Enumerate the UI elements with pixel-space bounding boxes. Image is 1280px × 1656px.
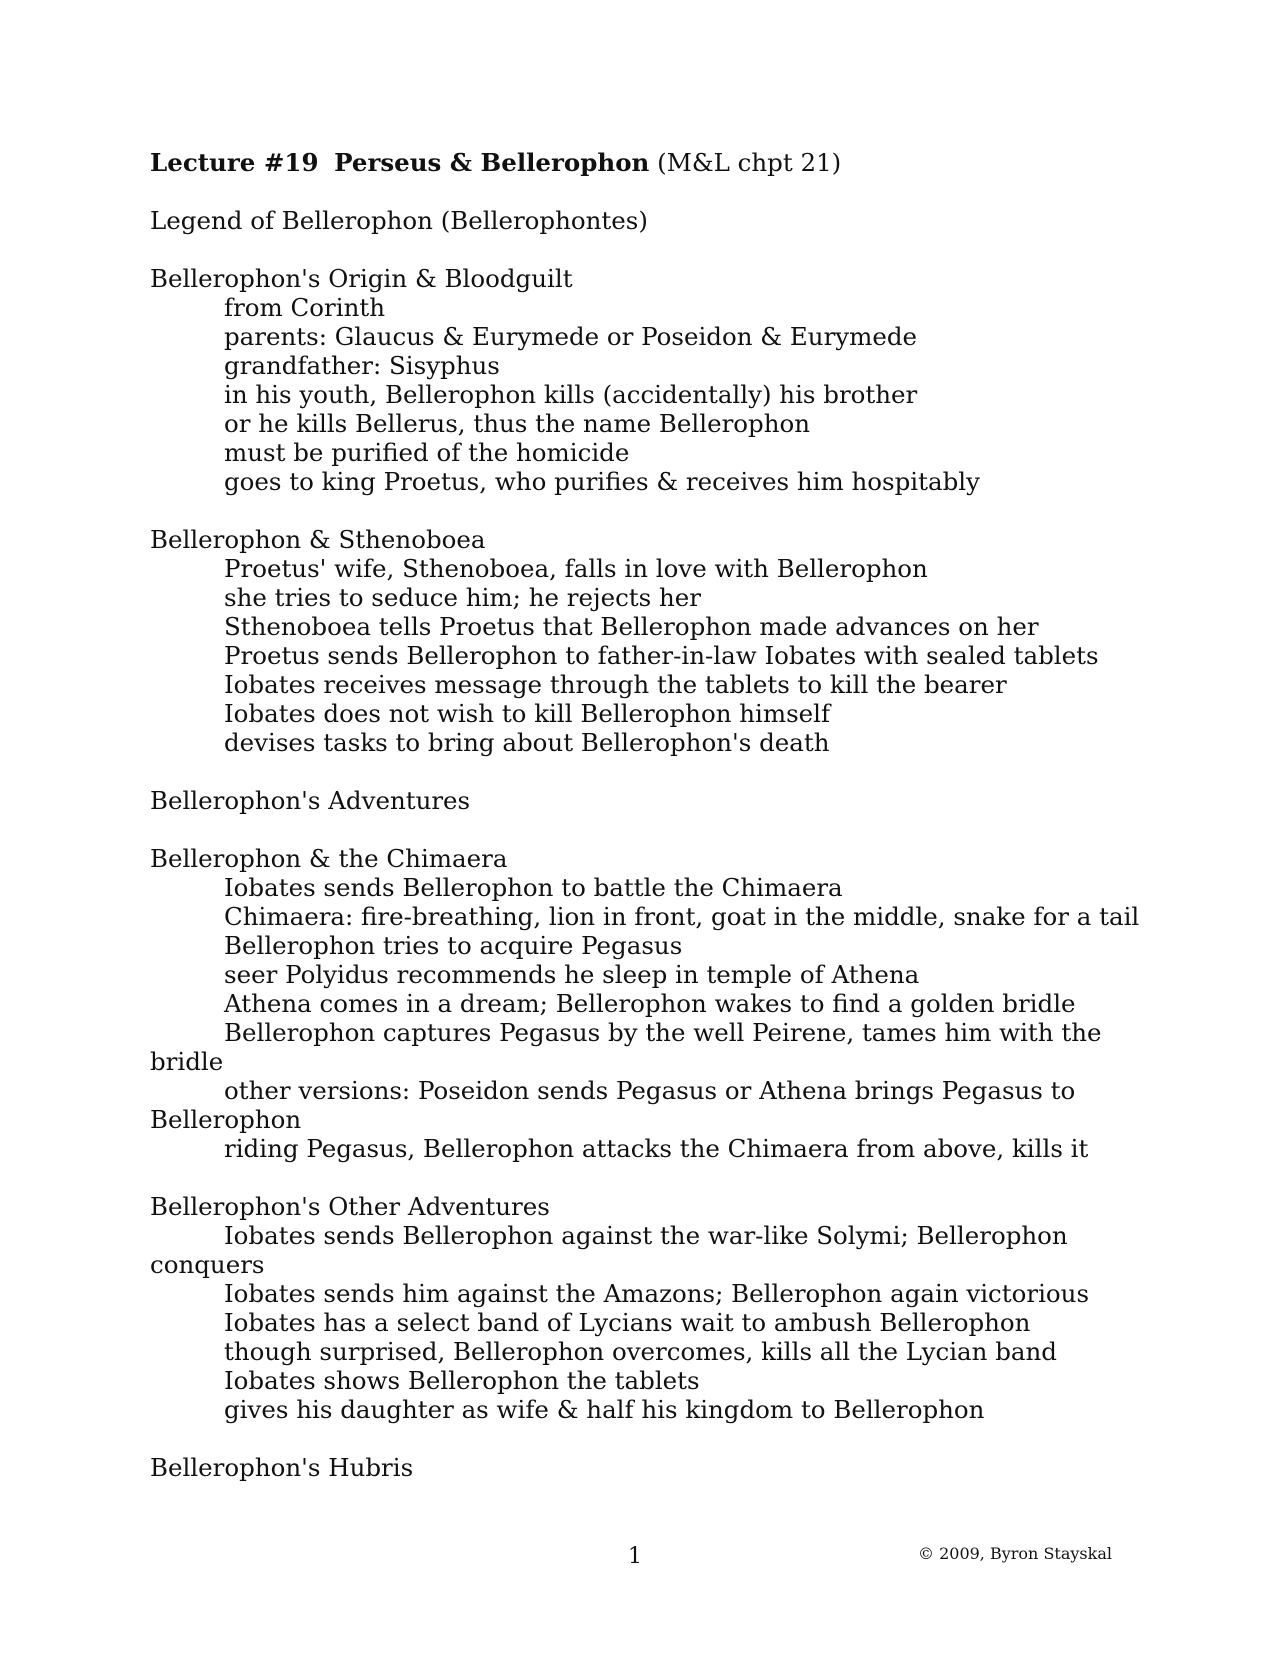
list-item: Athena comes in a dream; Bellerophon wakes to find a golden bridle	[224, 989, 1076, 1018]
section-heading: Bellerophon's Origin & Bloodguilt	[150, 264, 573, 293]
list-item: Iobates does not wish to kill Bellerophon himself	[224, 699, 831, 728]
section-hubris	[150, 1453, 1160, 1482]
list-item: Bellerophon tries to acquire Pegasus	[224, 931, 683, 960]
list-item: devises tasks to bring about Bellerophon's death	[224, 728, 830, 757]
lecture-topic: Perseus & Bellerophon	[334, 148, 650, 177]
list-item: Sthenoboea tells Proetus that Bellerophon made advances on her	[224, 612, 1039, 641]
list-item: Proetus' wife, Sthenoboea, falls in love with Bellerophon	[224, 554, 928, 583]
section-chimaera	[150, 844, 1160, 1163]
section-adventures	[150, 786, 1160, 815]
legend-title: Legend of Bellerophon (Bellerophontes)	[150, 206, 648, 235]
list-item: gives his daughter as wife & half his kingdom to Bellerophon	[224, 1395, 985, 1424]
list-item: she tries to seduce him; he rejects her	[224, 583, 701, 612]
copyright-notice: © 2009, Byron Stayskal	[918, 1544, 1112, 1563]
section-heading: Bellerophon's Adventures	[150, 786, 471, 815]
section-origin	[150, 264, 1160, 496]
section-heading: Bellerophon's Other Adventures	[150, 1192, 550, 1221]
section-heading: Bellerophon's Hubris	[150, 1453, 414, 1482]
document-body	[150, 148, 1160, 1511]
lecture-title	[150, 148, 1160, 177]
list-item: Iobates sends Bellerophon to battle the Chimaera	[224, 873, 843, 902]
page-number: 1	[628, 1544, 642, 1569]
list-item: Iobates has a select band of Lycians wait to ambush Bellerophon	[224, 1308, 1031, 1337]
lecture-number: Lecture #19	[150, 148, 319, 177]
list-item: or he kills Bellerus, thus the name Bellerophon	[224, 409, 811, 438]
list-item: from Corinth	[224, 293, 385, 322]
chapter-reference: (M&L chpt 21)	[657, 148, 842, 177]
list-item: parents: Glaucus & Eurymede or Poseidon & Eurymede	[224, 322, 918, 351]
list-item: Proetus sends Bellerophon to father-in-law Iobates with sealed tablets	[224, 641, 1099, 670]
list-item: in his youth, Bellerophon kills (accidentally) his brother	[224, 380, 918, 409]
section-sthenoboea	[150, 525, 1160, 757]
list-item: grandfather: Sisyphus	[224, 351, 500, 380]
list-item: riding Pegasus, Bellerophon attacks the Chimaera from above, kills it	[224, 1134, 1089, 1163]
list-item: Chimaera: fire-breathing, lion in front, goat in the middle, snake for a tail	[224, 902, 1140, 931]
list-item: though surprised, Bellerophon overcomes, kills all the Lycian band	[224, 1337, 1057, 1366]
section-heading: Bellerophon & Sthenoboea	[150, 525, 486, 554]
list-item: Bellerophon captures Pegasus by the well Peirene, tames him with the bridle	[150, 1018, 1102, 1076]
section-other-adventures	[150, 1192, 1160, 1424]
list-item: goes to king Proetus, who purifies & receives him hospitably	[224, 467, 980, 496]
list-item: must be purified of the homicide	[224, 438, 630, 467]
list-item: Iobates sends him against the Amazons; Bellerophon again victorious	[224, 1279, 1090, 1308]
section-heading: Bellerophon & the Chimaera	[150, 844, 508, 873]
list-item: Iobates shows Bellerophon the tablets	[224, 1366, 700, 1395]
list-item: Iobates sends Bellerophon against the war-like Solymi; Bellerophon conquers	[150, 1221, 1068, 1279]
list-item: other versions: Poseidon sends Pegasus or Athena brings Pegasus to Bellerophon	[150, 1076, 1076, 1134]
list-item: seer Polyidus recommends he sleep in temple of Athena	[224, 960, 920, 989]
list-item: Iobates receives message through the tablets to kill the bearer	[224, 670, 1007, 699]
